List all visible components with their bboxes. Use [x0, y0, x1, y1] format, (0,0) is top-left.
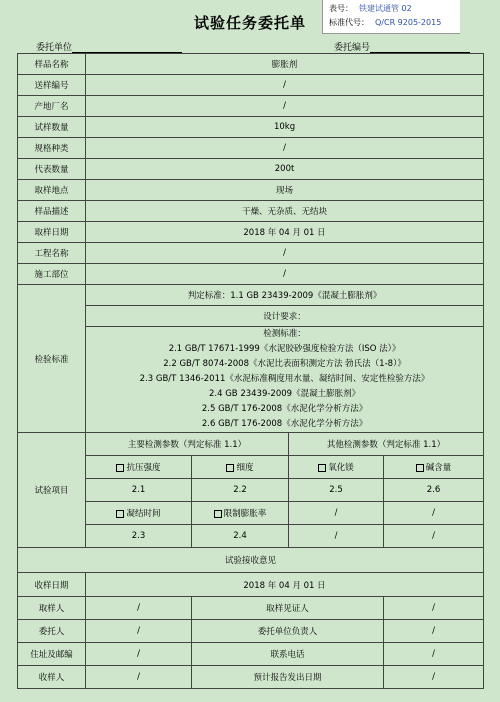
standard-item: 2.2 GB/T 8074-2008《水泥比表面积测定方法 勃氏法（1-8）》 [163, 359, 406, 369]
row-label: 代表数量 [18, 159, 86, 180]
standard-item: 2.3 GB/T 1346-2011《水泥标准稠度用水量、凝结时间、安定性检验方法》 [139, 374, 430, 384]
table-row [18, 666, 484, 689]
footer-value[interactable]: / [86, 597, 192, 620]
items-label: 试验项目 [18, 433, 86, 548]
footer-label: 取样见证人 [192, 597, 384, 620]
footer-value[interactable]: / [86, 643, 192, 666]
param-magnesium-oxide[interactable]: 氧化镁 [289, 456, 384, 479]
basis-label: 检验标准 [18, 285, 86, 433]
table-row [18, 264, 484, 285]
row-label: 送样编号 [18, 75, 86, 96]
table-row [18, 54, 484, 75]
param-setting-time[interactable]: 凝结时间 [86, 502, 192, 525]
checkbox-icon[interactable] [416, 464, 424, 472]
client-field [36, 40, 182, 53]
param-std-ref: 2.6 [384, 479, 484, 502]
table-row [18, 201, 484, 222]
client-input-line[interactable] [72, 42, 182, 53]
row-label: 产地厂名 [18, 96, 86, 117]
param-compressive-strength[interactable]: 抗压强度 [86, 456, 192, 479]
param-std-ref: 2.5 [289, 479, 384, 502]
footer-label: 联系电话 [192, 643, 384, 666]
row-value[interactable]: 10kg [86, 117, 484, 138]
row-label: 样品名称 [18, 54, 86, 75]
param-std-ref: / [289, 525, 384, 548]
checkbox-icon[interactable] [116, 510, 124, 518]
footer-label: 住址及邮编 [18, 643, 86, 666]
footer-label: 收样人 [18, 666, 86, 689]
table-row [18, 138, 484, 159]
receive-date-label: 收样日期 [18, 573, 86, 597]
table-row [18, 75, 484, 96]
param-std-ref: 2.3 [86, 525, 192, 548]
footer-value[interactable]: / [384, 643, 484, 666]
standard-item: 2.1 GB/T 17671-1999《水泥胶砂强度检验方法（ISO 法）》 [168, 344, 401, 354]
test-standards-title: 检测标准： [263, 329, 306, 339]
param-empty: / [384, 502, 484, 525]
table-row [18, 159, 484, 180]
table-row [18, 222, 484, 243]
client-label: 委托单位 [36, 43, 73, 53]
param-std-ref: 2.2 [192, 479, 289, 502]
table-row [18, 597, 484, 620]
param-std-ref: 2.1 [86, 479, 192, 502]
param-restrained-expansion[interactable]: 限制膨胀率 [192, 502, 289, 525]
commission-label: 委托编号 [334, 43, 371, 53]
row-label: 工程名称 [18, 243, 86, 264]
param-empty: / [289, 502, 384, 525]
footer-value[interactable]: / [384, 620, 484, 643]
param-alkali-content[interactable]: 碱含量 [384, 456, 484, 479]
judgement-standard: 判定标准：1.1 GB 23439-2009《混凝土膨胀剂》 [86, 285, 484, 306]
standard-item: 2.5 GB/T 176-2008《水泥化学分析方法》 [201, 404, 368, 414]
commission-table [17, 53, 484, 689]
receive-date-value[interactable]: 2018 年 04 月 01 日 [86, 573, 484, 597]
design-requirement: 设计要求： [86, 306, 484, 327]
test-standards [86, 327, 484, 433]
form-number-value: 铁建试通管 02 [359, 4, 412, 13]
table-row [18, 620, 484, 643]
row-value[interactable]: / [86, 243, 484, 264]
footer-value[interactable]: / [86, 620, 192, 643]
row-value[interactable]: 200t [86, 159, 484, 180]
other-params-header: 其他检测参数（判定标准 1.1） [289, 433, 484, 456]
standard-item: 2.4 GB 23439-2009《混凝土膨胀剂》 [208, 389, 361, 399]
row-value[interactable]: / [86, 96, 484, 117]
row-value[interactable]: 膨胀剂 [86, 54, 484, 75]
footer-value[interactable]: / [384, 597, 484, 620]
table-row [18, 643, 484, 666]
checkbox-icon[interactable] [116, 464, 124, 472]
row-value[interactable]: 现场 [86, 180, 484, 201]
standard-code-value: Q/CR 9205-2015 [375, 18, 442, 27]
row-value[interactable]: 2018 年 04 月 01 日 [86, 222, 484, 243]
param-std-ref: 2.4 [192, 525, 289, 548]
table-row [18, 243, 484, 264]
row-label: 试样数量 [18, 117, 86, 138]
commission-field [334, 40, 470, 53]
table-row [18, 96, 484, 117]
footer-label: 委托人 [18, 620, 86, 643]
table-row [18, 180, 484, 201]
row-value[interactable]: 干燥、无杂质、无结块 [86, 201, 484, 222]
row-value[interactable]: / [86, 264, 484, 285]
row-label: 取样地点 [18, 180, 86, 201]
form-code-box [322, 0, 460, 34]
footer-value[interactable]: / [86, 666, 192, 689]
table-row [18, 117, 484, 138]
row-value[interactable]: / [86, 75, 484, 96]
checkbox-icon[interactable] [226, 464, 234, 472]
row-label: 取样日期 [18, 222, 86, 243]
row-label: 施工部位 [18, 264, 86, 285]
footer-label: 取样人 [18, 597, 86, 620]
main-params-header: 主要检测参数（判定标准 1.1） [86, 433, 289, 456]
row-label: 规格种类 [18, 138, 86, 159]
param-std-ref: / [384, 525, 484, 548]
footer-value[interactable]: / [384, 666, 484, 689]
checkbox-icon[interactable] [318, 464, 326, 472]
row-label: 样品描述 [18, 201, 86, 222]
footer-label: 委托单位负责人 [192, 620, 384, 643]
acceptance-opinion[interactable]: 试验接收意见 [18, 548, 484, 573]
form-title: 试验任务委托单 [193, 14, 306, 32]
footer-label: 预计报告发出日期 [192, 666, 384, 689]
standard-item: 2.6 GB/T 176-2008《水泥化学分析方法》 [201, 419, 368, 429]
standard-code-label: 标准代号： [329, 18, 369, 27]
checkbox-icon[interactable] [214, 510, 222, 518]
form-number-label: 表号： [329, 4, 353, 13]
commission-input-line[interactable] [370, 42, 470, 53]
param-fineness[interactable]: 细度 [192, 456, 289, 479]
row-value[interactable]: / [86, 138, 484, 159]
